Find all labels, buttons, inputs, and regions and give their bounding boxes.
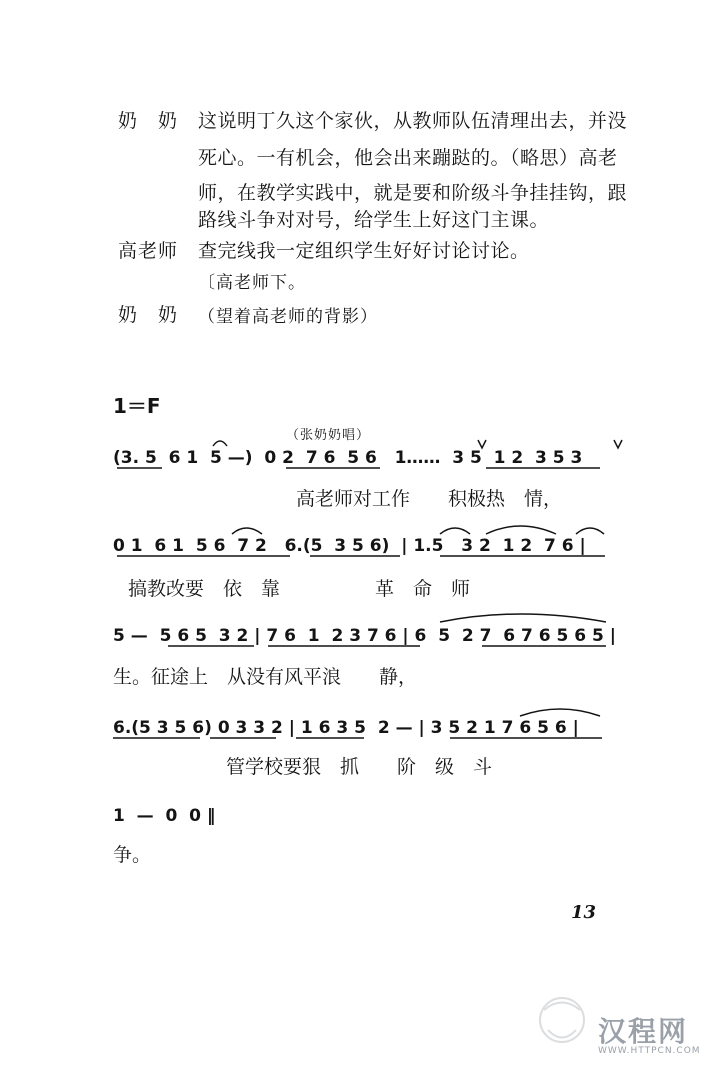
dialogue-line: 路线斗争对对号，给学生上好这门主课。 — [198, 209, 550, 231]
stage-direction: 〔高老师下。 — [198, 273, 306, 293]
lyric-row-1: 高老师对工作 积极热 情， — [296, 488, 563, 510]
dialogue-line: 死心。一有机会，他会出来蹦跶的。（略思）高老 — [198, 147, 618, 169]
score-row-5: 1 — 0 0 ‖ — [113, 806, 216, 826]
lyric-row-5: 争。 — [113, 844, 152, 866]
lyric-row-3: 生。征途上 从没有风平浪 静， — [113, 666, 418, 688]
lyric-row-4: 管学校要狠 抓 阶 级 斗 — [226, 756, 493, 778]
dialogue-line: 这说明丁久这个家伙，从教师队伍清理出去，并没 — [198, 110, 628, 132]
speaker-grandma: 奶 奶 — [118, 304, 179, 326]
singer-label: （张奶奶唱） — [286, 428, 371, 443]
key-signature: 1＝F — [113, 394, 161, 418]
score-row-3: 5 — 5 6 5 3 2 | 7 6 1 2 3 7 6 | 6 5 2 7 6 7 6 5 6 5 | — [113, 626, 616, 646]
watermark-url: WWW.HTTPCN.COM — [598, 1046, 701, 1056]
watermark-text: 汉程网 — [598, 1015, 689, 1048]
score-row-1: (3. 5 6 1 5 —) 0 2 7 6 5 6 1…… 3 5 1 2 3 5 3 — [113, 448, 583, 468]
dialogue-line: 查完线我一定组织学生好好讨论讨论。 — [198, 240, 530, 262]
dialogue-line: （望着高老师的背影） — [198, 307, 378, 327]
lyric-row-2: 搞教改要 依 靠 革 命 师 — [128, 578, 471, 600]
dialogue-line: 师，在教学实践中，就是要和阶级斗争挂挂钩，跟 — [198, 182, 628, 204]
page-number: 13 — [571, 902, 597, 923]
score-row-4: 6.(5 3 5 6) 0 3 3 2 | 1 6 3 5 2 — | 3 5 2 1 7 6 5 6 | — [113, 718, 579, 738]
speaker-grandma: 奶 奶 — [118, 110, 179, 132]
speaker-teacher: 高老师 — [118, 240, 179, 262]
score-row-2: 0 1 6 1 5 6 7 2 6.(5 3 5 6) | 1.5 3 2 1 2 7 6 | — [113, 536, 586, 556]
